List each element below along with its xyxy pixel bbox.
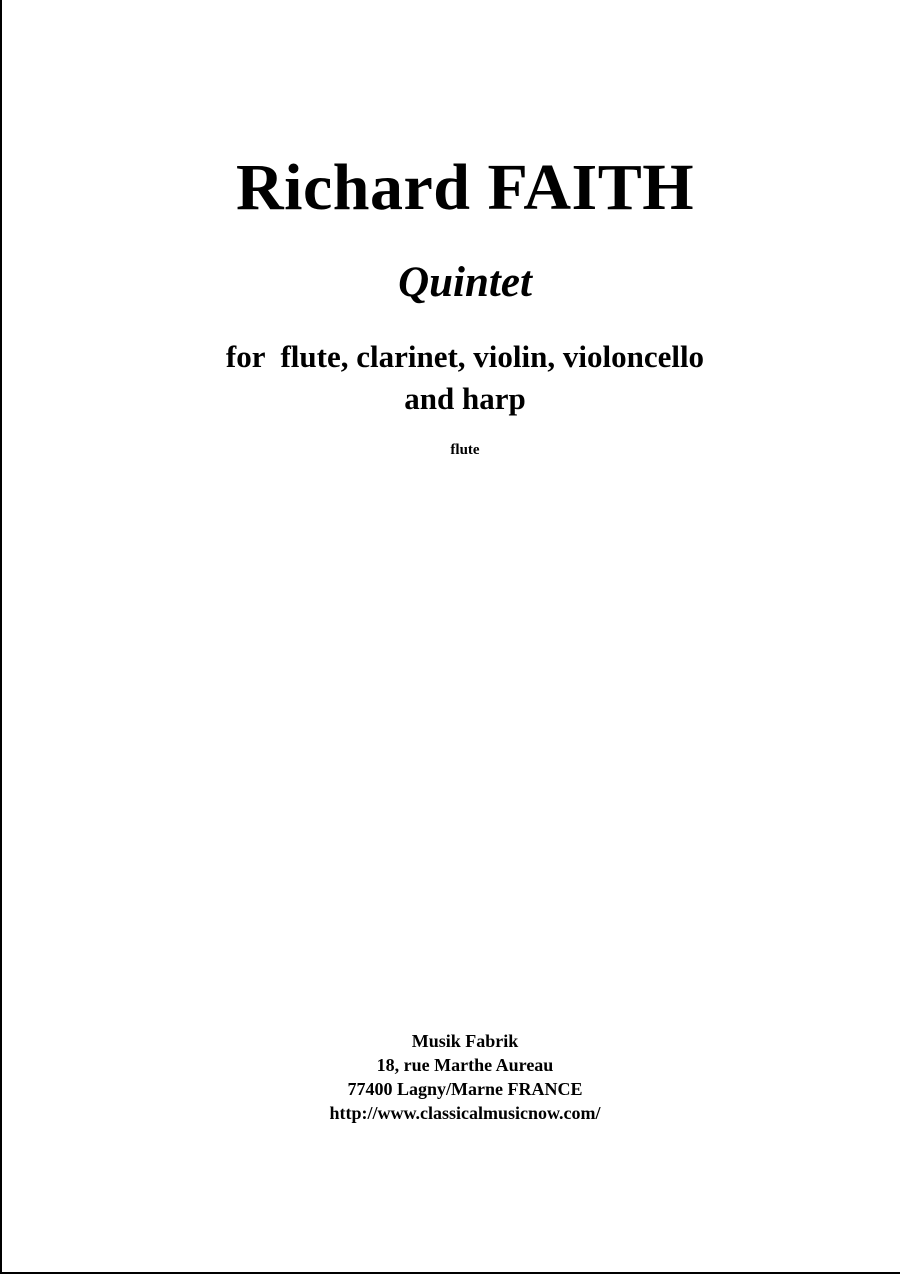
instrumentation-line-1: for flute, clarinet, violin, violoncello xyxy=(225,339,705,374)
instrumentation-line-2: and harp xyxy=(404,381,526,416)
part-label: flute xyxy=(450,442,480,458)
instrumentation xyxy=(0,336,900,420)
publisher-url[interactable]: http://www.classicalmusicnow.com/ xyxy=(329,1103,601,1123)
publisher-block xyxy=(0,1029,900,1125)
publisher-city: 77400 Lagny/Marne FRANCE xyxy=(347,1079,583,1099)
publisher-street: 18, rue Marthe Aureau xyxy=(376,1055,554,1075)
composer-name: Richard FAITH xyxy=(235,151,695,224)
publisher-name: Musik Fabrik xyxy=(411,1031,519,1051)
work-title: Quintet xyxy=(398,259,532,306)
